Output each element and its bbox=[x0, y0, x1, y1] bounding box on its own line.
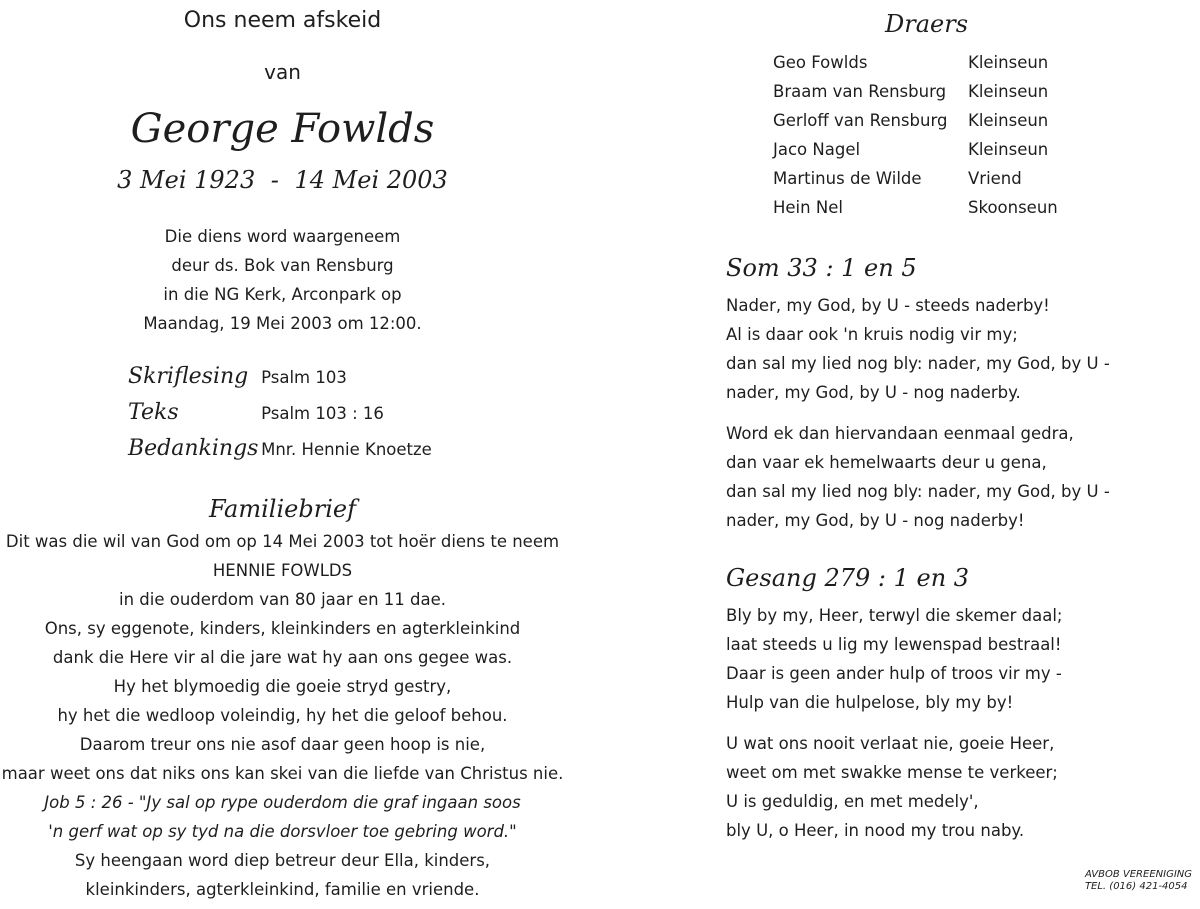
letter-line: in die ouderdom van 80 jaar en 11 dae. bbox=[118, 590, 447, 609]
hymn-line: bly U, o Heer, in nood my trou naby. bbox=[726, 821, 1025, 840]
date-start: 3 Mei 1923 bbox=[117, 166, 256, 194]
bearer-row bbox=[773, 48, 1058, 77]
letter-line: Hy het blymoedig die goeie stryd gestry, bbox=[113, 677, 452, 696]
program-label: Skriflesing bbox=[128, 364, 249, 389]
letter-line: Ons, sy eggenote, kinders, kleinkinders en agterkleinkind bbox=[44, 619, 521, 638]
bearers-table bbox=[773, 48, 1058, 222]
service-line: Die diens word waargeneem bbox=[164, 227, 401, 246]
hymn-line: nader, my God, by U - nog naderby! bbox=[726, 511, 1025, 530]
bearer-name: Martinus de Wilde bbox=[773, 169, 922, 188]
closing-line: kleinkinders, agterkleinkind, familie en vriende. bbox=[85, 880, 480, 899]
program-item bbox=[128, 364, 432, 400]
letter-line: Daarom treur ons nie asof daar geen hoop is nie, bbox=[79, 735, 486, 754]
left-panel bbox=[0, 0, 565, 909]
hymn-line: weet om met swakke mense te verkeer; bbox=[726, 763, 1058, 782]
intro-text: Ons neem afskeid bbox=[183, 8, 382, 33]
letter-line: Dit was die wil van God om op 14 Mei 2003 tot hoër diens te neem bbox=[5, 532, 560, 551]
hymn-line: dan sal my lied nog bly: nader, my God, by U - bbox=[726, 482, 1110, 501]
hymn1-stanza2 bbox=[726, 419, 1110, 535]
service-line: deur ds. Bok van Rensburg bbox=[171, 256, 394, 275]
program-item bbox=[128, 436, 432, 472]
bearer-relation: Skoonseun bbox=[968, 198, 1058, 217]
bearer-relation: Kleinseun bbox=[968, 140, 1049, 159]
hymn1-stanza1 bbox=[726, 291, 1110, 407]
right-panel bbox=[620, 0, 1200, 909]
letter-line: maar weet ons dat niks ons kan skei van die liefde van Christus nie. bbox=[1, 764, 564, 783]
hymn-line: Bly by my, Heer, terwyl die skemer daal; bbox=[726, 606, 1063, 625]
bearers-title: Draers bbox=[885, 10, 969, 38]
footer-line: TEL. (016) 421-4054 bbox=[1084, 881, 1188, 892]
hymn-line: U is geduldig, en met medely', bbox=[726, 792, 979, 811]
bearer-name: Geo Fowlds bbox=[773, 53, 868, 72]
date-separator: - bbox=[270, 166, 279, 194]
bearer-relation: Kleinseun bbox=[968, 53, 1049, 72]
bearer-relation: Vriend bbox=[968, 169, 1022, 188]
hymn-line: dan vaar ek hemelwaarts deur u gena, bbox=[726, 453, 1047, 472]
program-label: Bedankings bbox=[128, 436, 259, 461]
hymn-line: laat steeds u lig my lewenspad bestraal! bbox=[726, 635, 1062, 654]
program-item bbox=[128, 400, 432, 436]
hymn-line: Daar is geen ander hulp of troos vir my - bbox=[726, 664, 1062, 683]
program-label: Teks bbox=[128, 400, 179, 425]
letter-line: dank die Here vir al die jare wat hy aan ons gegee was. bbox=[52, 648, 513, 667]
bearer-relation: Kleinseun bbox=[968, 82, 1049, 101]
hymn-line: Nader, my God, by U - steeds naderby! bbox=[726, 296, 1050, 315]
scripture-verse: Job 5 : 26 - "Jy sal op rype ouderdom die graf ingaan soos bbox=[44, 793, 521, 812]
life-dates bbox=[0, 166, 565, 194]
bearer-name: Jaco Nagel bbox=[773, 140, 861, 159]
program-value: Psalm 103 bbox=[261, 368, 347, 387]
bearer-row bbox=[773, 77, 1058, 106]
deceased-name: George Fowlds bbox=[130, 106, 435, 152]
family-letter bbox=[0, 527, 565, 904]
bearer-row bbox=[773, 193, 1058, 222]
hymn2-stanza2 bbox=[726, 729, 1058, 845]
program-value: Psalm 103 : 16 bbox=[261, 404, 384, 423]
van-text: van bbox=[264, 60, 301, 84]
hymn1-title: Som 33 : 1 en 5 bbox=[726, 254, 917, 282]
letter-line: hy het die wedloop voleindig, hy het die geloof behou. bbox=[57, 706, 508, 725]
hymn-line: U wat ons nooit verlaat nie, goeie Heer, bbox=[726, 734, 1055, 753]
hymn-line: dan sal my lied nog bly: nader, my God, by U - bbox=[726, 354, 1110, 373]
program-value: Mnr. Hennie Knoetze bbox=[261, 440, 432, 459]
letter-title: Familiebrief bbox=[209, 495, 356, 523]
service-details bbox=[0, 222, 565, 338]
bearer-row bbox=[773, 164, 1058, 193]
bearer-name: Braam van Rensburg bbox=[773, 82, 947, 101]
bearer-relation: Kleinseun bbox=[968, 111, 1049, 130]
hymn2-stanza1 bbox=[726, 601, 1062, 717]
hymn-line: Hulp van die hulpelose, bly my by! bbox=[726, 693, 1014, 712]
bearer-row bbox=[773, 106, 1058, 135]
footer-line: AVBOB VEREENIGING bbox=[1084, 869, 1192, 880]
bearer-row bbox=[773, 135, 1058, 164]
program-list bbox=[128, 364, 432, 472]
date-end: 14 Mei 2003 bbox=[294, 166, 448, 194]
letter-line: HENNIE FOWLDS bbox=[212, 561, 353, 580]
bearer-name: Gerloff van Rensburg bbox=[773, 111, 948, 130]
hymn-line: nader, my God, by U - nog naderby. bbox=[726, 383, 1021, 402]
scripture-verse: 'n gerf wat op sy tyd na die dorsvloer toe gebring word." bbox=[48, 822, 517, 841]
hymn-line: Word ek dan hiervandaan eenmaal gedra, bbox=[726, 424, 1074, 443]
hymn-line: Al is daar ook 'n kruis nodig vir my; bbox=[726, 325, 1018, 344]
funeral-home-credit bbox=[1085, 869, 1192, 893]
service-line: Maandag, 19 Mei 2003 om 12:00. bbox=[143, 314, 422, 333]
bearer-name: Hein Nel bbox=[773, 198, 843, 217]
hymn2-title: Gesang 279 : 1 en 3 bbox=[726, 564, 970, 592]
closing-line: Sy heengaan word diep betreur deur Ella, kinders, bbox=[74, 851, 491, 870]
service-line: in die NG Kerk, Arconpark op bbox=[163, 285, 402, 304]
